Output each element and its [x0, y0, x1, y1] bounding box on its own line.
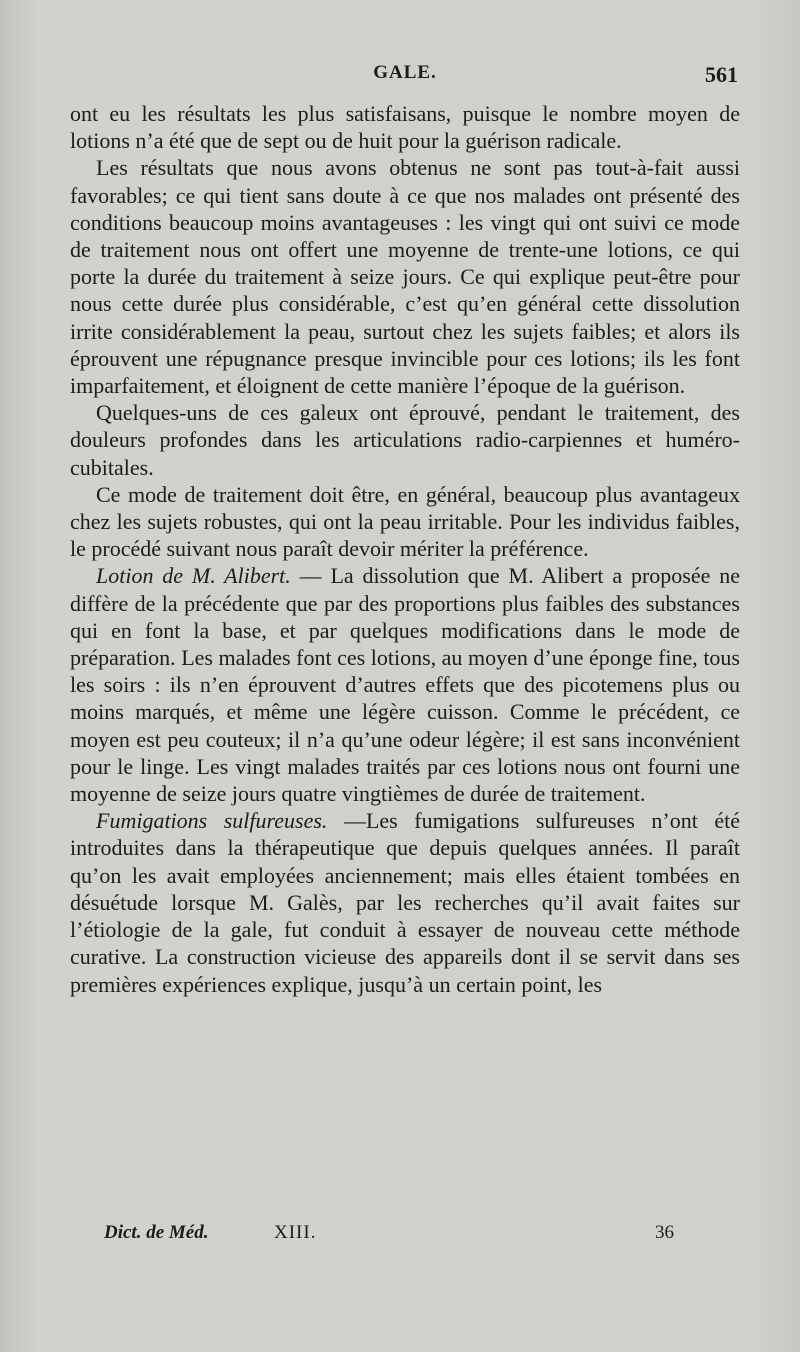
paragraph-2: Les résultats que nous avons obtenus ne sont pas tout-à-fait aussi favorables; ce qui tient sans doute à ce que nos malades ont présenté des conditions beaucoup moins avantageuses : les vingt qui ont suivi ce mode de traitement nous ont offert une moyenne de trente-une lotions, ce qui porte la durée du traitement à seize jours. Ce qui explique peut-être pour nous cette durée plus considérable, c’est qu’en général cette dissolution irrite considérablement la peau, surtout chez les sujets faibles; et alors ils éprouvent une répugnance presque invincible pour ces lotions; ils les font imparfaitement, et éloignent de cette manière l’époque de la guérison.: [70, 155, 740, 399]
running-title: GALE.: [373, 62, 437, 83]
paragraph-4: Ce mode de traitement doit être, en général, beaucoup plus avantageux chez les sujets robustes, qui ont la peau irritable. Pour les individus faibles, le procédé suivant nous paraît devoir mériter la préférence.: [70, 481, 740, 562]
footer-signature: 36: [655, 1222, 674, 1243]
paragraph-3: Quelques-uns de ces galeux ont éprouvé, pendant le traitement, des douleurs profondes dans les articulations radio-carpiennes et huméro-cubitales.: [70, 400, 740, 480]
page-footer: [104, 1222, 674, 1250]
paragraph-5: Lotion de M. Alibert. — La dissolution que M. Alibert a proposée ne diffère de la précédente que par des proportions plus faibles des substances qui en font la base, et par quelques modifications dans le mode de préparation. Les malades font ces lotions, au moyen d’une éponge fine, tous les soirs : ils n’en éprouvent d’autres effets que des picotemens plus ou moins marqués, et même une légère cuisson. Comme le précédent, ce moyen est peu couteux; il n’a qu’une odeur légère; il est sans inconvénient pour le linge. Les vingt malades traités par ces lotions nous ont fourni une moyenne de seize jours quatre vingtièmes de durée de traitement.: [70, 563, 740, 807]
footer-volume: XIII.: [274, 1222, 317, 1243]
paragraph-1: ont eu les résultats les plus satisfaisans, puisque le nombre moyen de lotions n’a été que de sept ou de huit pour la guérison radicale.: [70, 101, 740, 154]
section-heading-fumigations: Fumigations sulfureuses.: [96, 808, 328, 834]
running-header: [70, 62, 740, 90]
page-number: 561: [705, 62, 738, 87]
body-text: [70, 100, 740, 998]
paragraph-6: Fumigations sulfureuses. —Les fumigations sulfureuses n’ont été introduites dans la thérapeutique que depuis quelques années. Il paraît qu’on les avait employées anciennement; mais elles étaient tombées en désuétude lorsque M. Galès, par les recherches qu’il avait faites sur l’étiologie de la gale, fut conduit à essayer de nouveau cette méthode curative. La construction vicieuse des appareils dont il se servit dans ses premières expériences explique, jusqu’à un certain point, les: [70, 808, 740, 997]
footer-source: Dict. de Méd.: [104, 1222, 209, 1243]
section-heading-lotion-alibert: Lotion de M. Alibert.: [96, 563, 291, 589]
